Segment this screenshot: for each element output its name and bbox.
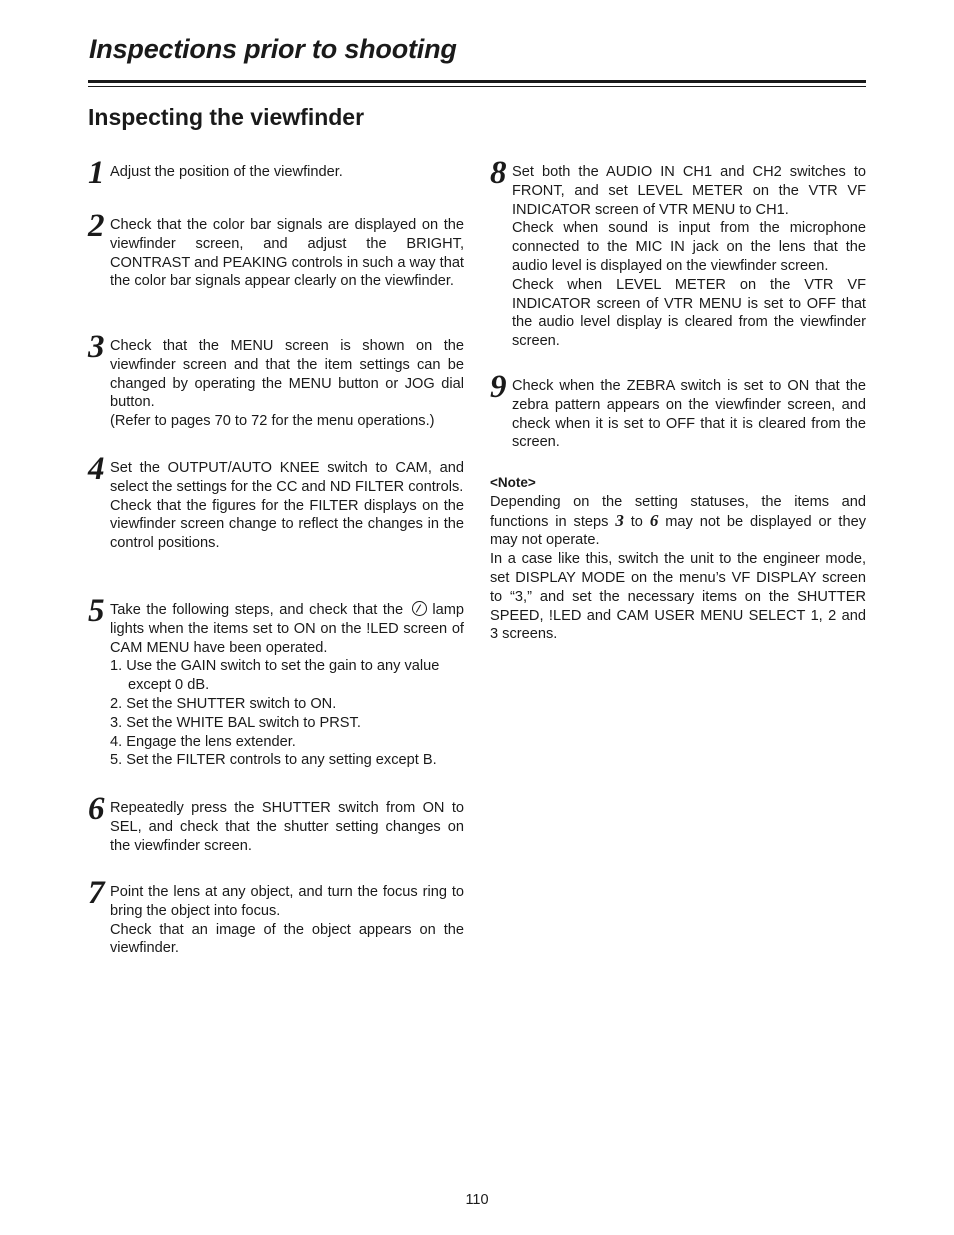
page-number: 110 (465, 1192, 489, 1208)
list-item: 2. Set the SHUTTER switch to ON. (110, 695, 337, 712)
list-item: 5. Set the FILTER controls to any setting except B. (110, 752, 437, 769)
step-number: 3 (88, 329, 105, 365)
note-title: <Note> (490, 475, 536, 490)
step-number: 6 (88, 791, 105, 827)
step-text: lamp lights when the items set to ON on the !LED screen of CAM MENU have been operated. (110, 602, 464, 656)
step-reference: 6 (649, 510, 659, 530)
list-item: 1. Use the GAIN switch to set the gain to any value except 0 dB. (110, 658, 440, 694)
step-number: 4 (88, 451, 105, 487)
step-text: Check when the ZEBRA switch is set to ON that the zebra pattern appears on the viewfinder screen, and check when it is set to OFF that it is cleared from the screen. (512, 378, 866, 451)
step-sublist (110, 657, 464, 770)
step-text: Check that the MENU screen is shown on the viewfinder screen and that the item settings can be changed by operating the MENU button or JOG dial button. (110, 338, 464, 411)
step-text: Check that an image of the object appears on the viewfinder. (110, 921, 464, 957)
header-rule-thick (88, 80, 866, 83)
step-text: Set the OUTPUT/AUTO KNEE switch to CAM, and select the settings for the CC and ND FILTER controls. (110, 460, 464, 495)
list-item: 4. Engage the lens extender. (110, 733, 296, 750)
step-number: 2 (88, 208, 105, 244)
step-text: Check when sound is input from the microphone connected to the MIC IN jack on the lens that the audio level is displayed on the viewfinder screen. (512, 220, 866, 274)
step-reference: 3 (615, 510, 624, 530)
step-text: Take the following steps, and check that the (110, 602, 404, 618)
step-number: 5 (88, 593, 105, 629)
note-text: Depending on the setting statuses, the items and functions in steps (490, 493, 866, 530)
lamp-icon (412, 601, 427, 616)
step-text: Point the lens at any object, and turn the focus ring to bring the object into focus. (110, 884, 464, 919)
step-number: 1 (88, 155, 105, 191)
page-header-title: Inspections prior to shooting (89, 34, 457, 64)
step-number: 9 (490, 369, 507, 405)
note-text: to (630, 513, 643, 530)
list-item: 3. Set the WHITE BAL switch to PRST. (110, 714, 361, 731)
note-box (490, 474, 866, 644)
step-text: (Refer to pages 70 to 72 for the menu operations.) (110, 413, 435, 430)
step-number: 8 (490, 155, 507, 191)
step-text: Check that the color bar signals are displayed on the viewfinder screen, and adjust the BRIGHT, CONTRAST and PEAKING controls in such a way that the color bar signals appear clearly on the viewfinder. (110, 217, 464, 290)
note-text: In a case like this, switch the unit to the engineer mode, set DISPLAY MODE on the menu’s VF DISPLAY screen to “3,” and set the necessary items on the SHUTTER SPEED, !LED and CAM USER MENU SELECT 1, 2 and 3 screens. (490, 551, 866, 643)
header-rule-thin (88, 86, 866, 87)
step-text: Set both the AUDIO IN CH1 and CH2 switches to FRONT, and set LEVEL METER on the VTR VF INDICATOR screen of VTR MENU to CH1. (512, 164, 866, 218)
step-text: Check that the figures for the FILTER displays on the viewfinder screen change to reflect the changes in the control positions. (110, 497, 464, 552)
step-text: Repeatedly press the SHUTTER switch from ON to SEL, and check that the shutter setting changes on the viewfinder screen. (110, 800, 464, 854)
note-text: may not be displayed or they may not operate. (490, 513, 867, 549)
step-text: Adjust the position of the viewfinder. (110, 164, 343, 180)
step-number: 7 (88, 875, 105, 911)
section-title: Inspecting the viewfinder (88, 104, 365, 130)
step-text: Check when LEVEL METER on the VTR VF INDICATOR screen of VTR MENU is set to OFF that the audio level display is cleared from the viewfinder screen. (512, 276, 866, 350)
